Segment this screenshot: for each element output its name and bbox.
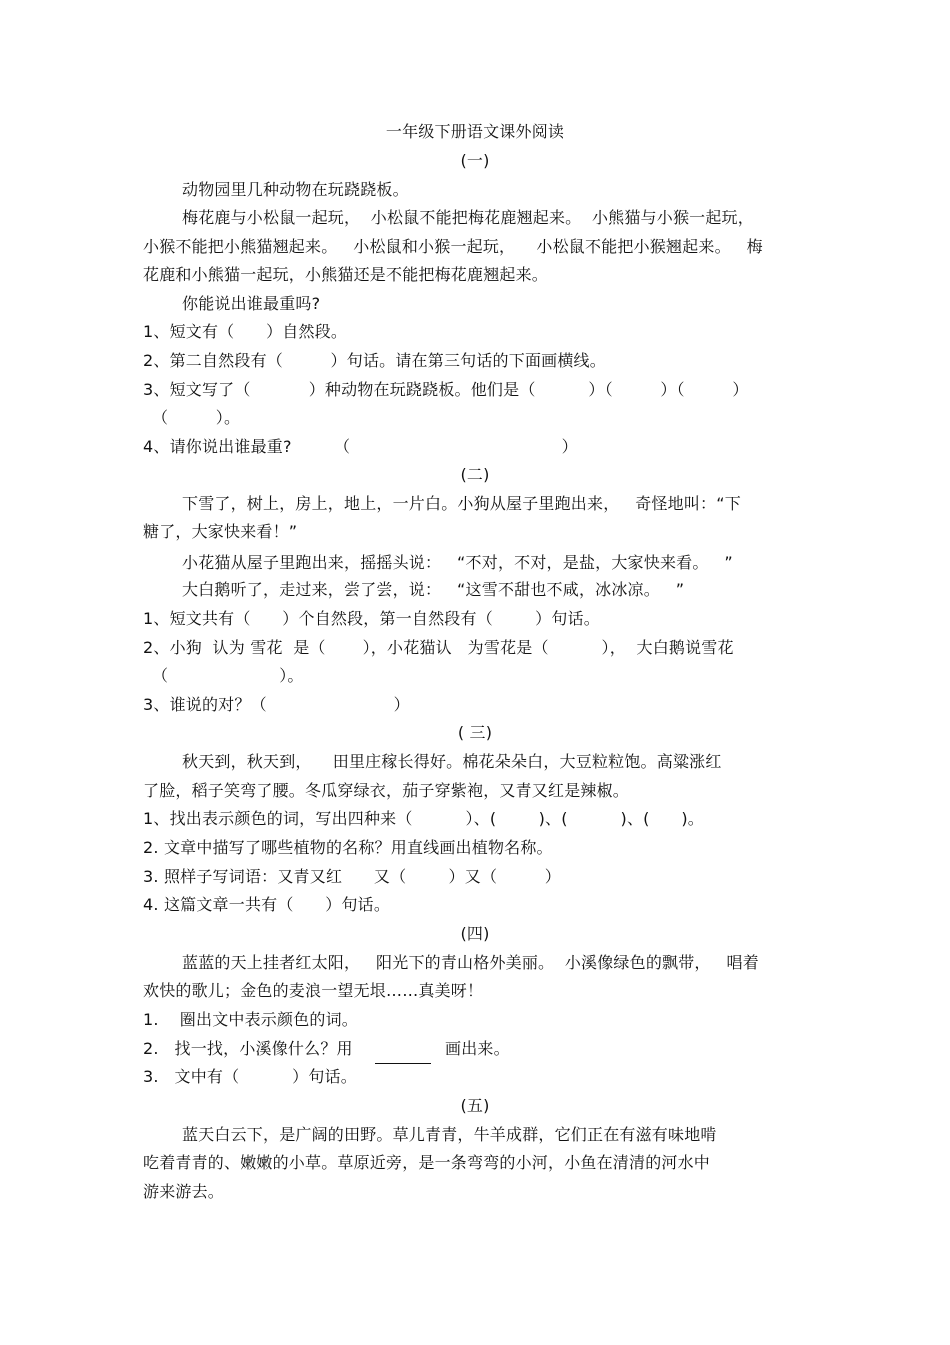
paragraph-line: 大白鹅听了，走过来，尝了尝，说： “这雪不甜也不咸，冰冰凉。 ”	[182, 580, 685, 599]
section-heading: (四)	[460, 924, 490, 943]
question-line: 3. 照样子写词语：又青又红 又（ ）又（ ）	[143, 867, 561, 886]
question-line: （ ）。	[152, 408, 241, 427]
document-title: 一年级下册语文课外阅读	[385, 122, 565, 141]
question-line: 3. 文中有（ ）句话。	[143, 1067, 357, 1086]
paragraph-line: 小花猫从屋子里跑出来，摇摇头说： “不对，不对，是盐，大家快来看。 ”	[182, 553, 733, 572]
paragraph-line: 糖了，大家快来看！”	[143, 522, 298, 541]
question-line: 2. 找一找，小溪像什么？用	[143, 1039, 353, 1058]
paragraph-line: 吃着青青的、嫩嫩的小草。草原近旁，是一条弯弯的小河，小鱼在清清的河水中	[143, 1153, 711, 1172]
question-line: 1、短文共有（ ）个自然段，第一自然段有（ ）句话。	[143, 609, 600, 628]
section-heading: (一)	[460, 151, 490, 170]
paragraph-line: 花鹿和小熊猫一起玩，小熊猫还是不能把梅花鹿翘起来。	[143, 265, 549, 284]
question-line: 4、请你说出谁最重? （ ）	[143, 437, 578, 456]
question-line: 1、找出表示颜色的词，写出四种来（ ）、( )、( )、( )。	[143, 809, 704, 828]
question-line: 1. 圈出文中表示颜色的词。	[143, 1010, 359, 1029]
paragraph-line: 下雪了，树上，房上，地上，一片白。小狗从屋子里跑出来， 奇怪地叫：“下	[182, 494, 741, 513]
question-line: （ ）。	[152, 666, 304, 685]
paragraph-line: 小猴不能把小熊猫翘起来。 小松鼠和小猴一起玩， 小松鼠不能把小猴翘起来。 梅	[143, 237, 763, 256]
section-heading: ( 三)	[457, 723, 493, 742]
section-heading: (二)	[460, 465, 490, 484]
paragraph-line: 欢快的歌儿；金色的麦浪一望无垠……真美呀！	[143, 981, 484, 1000]
question-line: 2、小狗 认为 雪花 是（ ），小花猫认 为雪花是（ ）， 大白鹅说雪花	[143, 638, 734, 657]
paragraph-line: 动物园里几种动物在玩跷跷板。	[182, 180, 409, 199]
answer-underline	[375, 1063, 431, 1064]
question-line: 3、短文写了（ ）种动物在玩跷跷板。他们是（ ）（ ）（ ）	[143, 380, 749, 399]
paragraph-line: 了脸，稻子笑弯了腰。冬瓜穿绿衣，茄子穿紫袍，又青又红是辣椒。	[143, 781, 630, 800]
paragraph-line: 蓝蓝的天上挂者红太阳， 阳光下的青山格外美丽。 小溪像绿色的飘带， 唱着	[182, 953, 759, 972]
question-line: 4. 这篇文章一共有（ ）句话。	[143, 895, 391, 914]
question-line: 2. 文章中描写了哪些植物的名称？用直线画出植物名称。	[143, 838, 553, 857]
paragraph-line: 梅花鹿与小松鼠一起玩， 小松鼠不能把梅花鹿翘起来。 小熊猫与小猴一起玩，	[182, 208, 754, 227]
question-line: 1、短文有（ ）自然段。	[143, 322, 348, 341]
paragraph-line: 游来游去。	[143, 1182, 225, 1201]
paragraph-line: 秋天到，秋天到， 田里庄稼长得好。棉花朵朵白，大豆粒粒饱。高粱涨红	[182, 752, 722, 771]
question-line-tail: 画出来。	[445, 1039, 510, 1058]
paragraph-line: 蓝天白云下，是广阔的田野。草儿青青，牛羊成群，它们正在有滋有味地啃	[182, 1125, 717, 1144]
question-line: 2、第二自然段有（ ）句话。请在第三句话的下面画横线。	[143, 351, 606, 370]
question-line: 3、谁说的对？（ ）	[143, 695, 410, 714]
paragraph-line: 你能说出谁最重吗?	[182, 294, 321, 313]
section-heading: (五)	[460, 1096, 490, 1115]
